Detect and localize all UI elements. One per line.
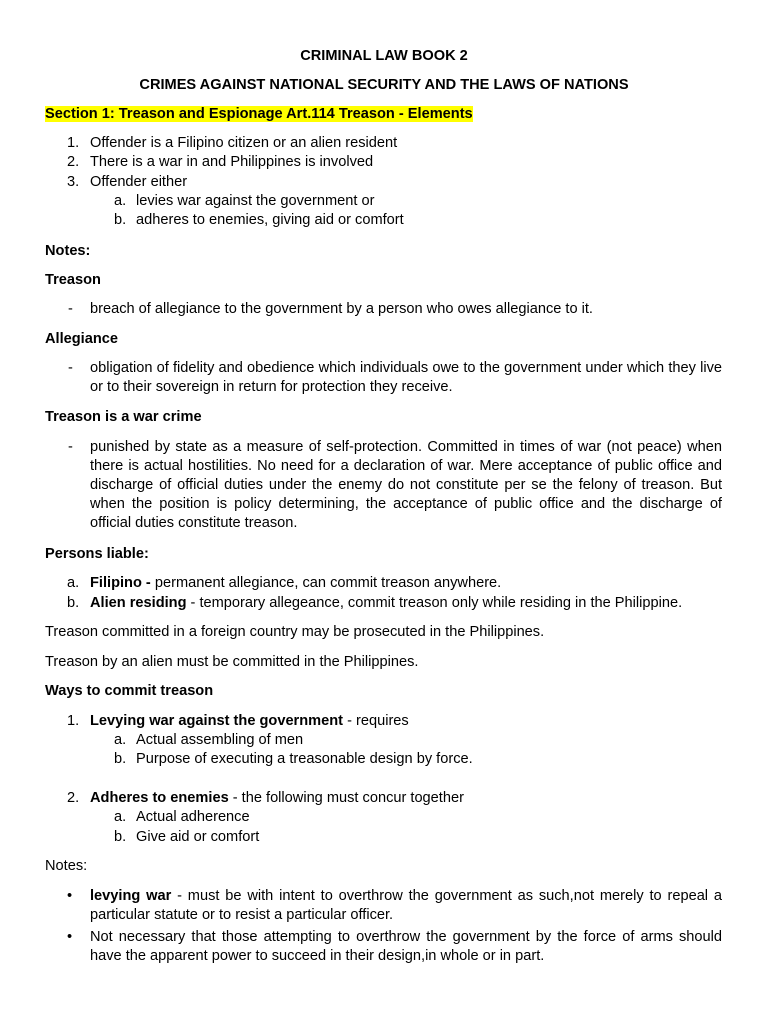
notes-heading: Notes: — [45, 243, 91, 259]
dash-marker: - — [68, 439, 73, 455]
bullet-marker: • — [67, 888, 73, 904]
sub-list-item: adheres to enemies, giving aid or comfort — [136, 212, 404, 228]
list-item: Offender is a Filipino citizen or an alien resident — [90, 135, 398, 151]
sub-list-item: Purpose of executing a treasonable design by force. — [136, 751, 473, 767]
bullet-marker: • — [67, 929, 73, 945]
persons-liable-heading: Persons liable: — [45, 546, 149, 562]
list-marker: 1. — [67, 135, 80, 151]
sub-list-marker: a. — [114, 809, 127, 825]
section-heading-text: Section 1: Treason and Espionage Art.114 Treason - Elements — [45, 106, 473, 122]
notes-heading-2: Notes: — [45, 858, 88, 874]
bullet-item — [90, 887, 722, 925]
list-item-text: permanent allegiance, can commit treason anywhere. — [150, 575, 502, 591]
list-item — [90, 789, 464, 808]
list-item-label: Alien residing — [90, 595, 187, 611]
page-subtitle: CRIMES AGAINST NATIONAL SECURITY AND THE LAWS OF NATIONS — [139, 77, 629, 93]
list-item-label: Filipino - — [90, 575, 151, 591]
list-marker: b. — [67, 595, 80, 611]
list-marker: 1. — [67, 713, 80, 729]
sub-list-item: levies war against the government or — [136, 193, 375, 209]
list-marker: 2. — [67, 154, 80, 170]
list-item — [90, 574, 501, 593]
treason-definition: breach of allegiance to the government by a person who owes allegiance to it. — [90, 301, 593, 317]
allegiance-heading: Allegiance — [45, 331, 118, 347]
list-item-label: Levying war against the government — [90, 713, 344, 729]
ways-heading: Ways to commit treason — [45, 683, 214, 699]
section-heading — [45, 105, 473, 124]
allegiance-definition: obligation of fidelity and obedience which individuals owe to the government under which they live or to their sovereign in return for protection they receive. — [90, 360, 722, 395]
list-item-text: - requires — [343, 713, 409, 729]
paragraph: Treason committed in a foreign country may be prosecuted in the Philippines. — [45, 624, 545, 640]
list-marker: 3. — [67, 174, 80, 190]
bullet-item: Not necessary that those attempting to overthrow the government by the force of arms should have the apparent power to succeed in their design,in whole or in part. — [90, 929, 722, 964]
war-crime-heading: Treason is a war crime — [45, 409, 202, 425]
bullet-item-label: levying war — [90, 888, 172, 904]
bullet-item-text: - must be with intent to overthrow the government as such,not merely to repeal a particular statute or to resist a particular officer. — [90, 888, 722, 923]
list-item-label: Adheres to enemies — [90, 790, 229, 806]
sub-list-marker: b. — [114, 751, 127, 767]
sub-list-item: Give aid or comfort — [136, 829, 260, 845]
treason-heading: Treason — [45, 272, 101, 288]
sub-list-marker: b. — [114, 829, 127, 845]
war-crime-definition: punished by state as a measure of self-protection. Committed in times of war (not peace) when there is actual hostilities. No need for a declaration of war. Mere acceptance of public office and discharge of official duties under the enemy do not constitute per se the felony of treason. But when the position is policy determining, the acceptance of public office and the discharge of official duties constitute treason. — [90, 439, 722, 531]
page-title: CRIMINAL LAW BOOK 2 — [300, 48, 468, 64]
list-item: There is a war in and Philippines is involved — [90, 154, 374, 170]
list-item-text: - the following must concur together — [228, 790, 464, 806]
sub-list-marker: a. — [114, 193, 127, 209]
list-marker: 2. — [67, 790, 80, 806]
sub-list-item: Actual assembling of men — [136, 732, 304, 748]
list-marker: a. — [67, 575, 80, 591]
paragraph: Treason by an alien must be committed in the Philippines. — [45, 654, 419, 670]
sub-list-marker: a. — [114, 732, 127, 748]
list-item — [90, 594, 682, 613]
sub-list-marker: b. — [114, 212, 127, 228]
list-item — [90, 712, 409, 731]
list-item-text: - temporary allegeance, commit treason only while residing in the Philippine. — [186, 595, 683, 611]
list-item: Offender either — [90, 174, 188, 190]
sub-list-item: Actual adherence — [136, 809, 250, 825]
dash-marker: - — [68, 301, 73, 317]
dash-marker: - — [68, 360, 73, 376]
